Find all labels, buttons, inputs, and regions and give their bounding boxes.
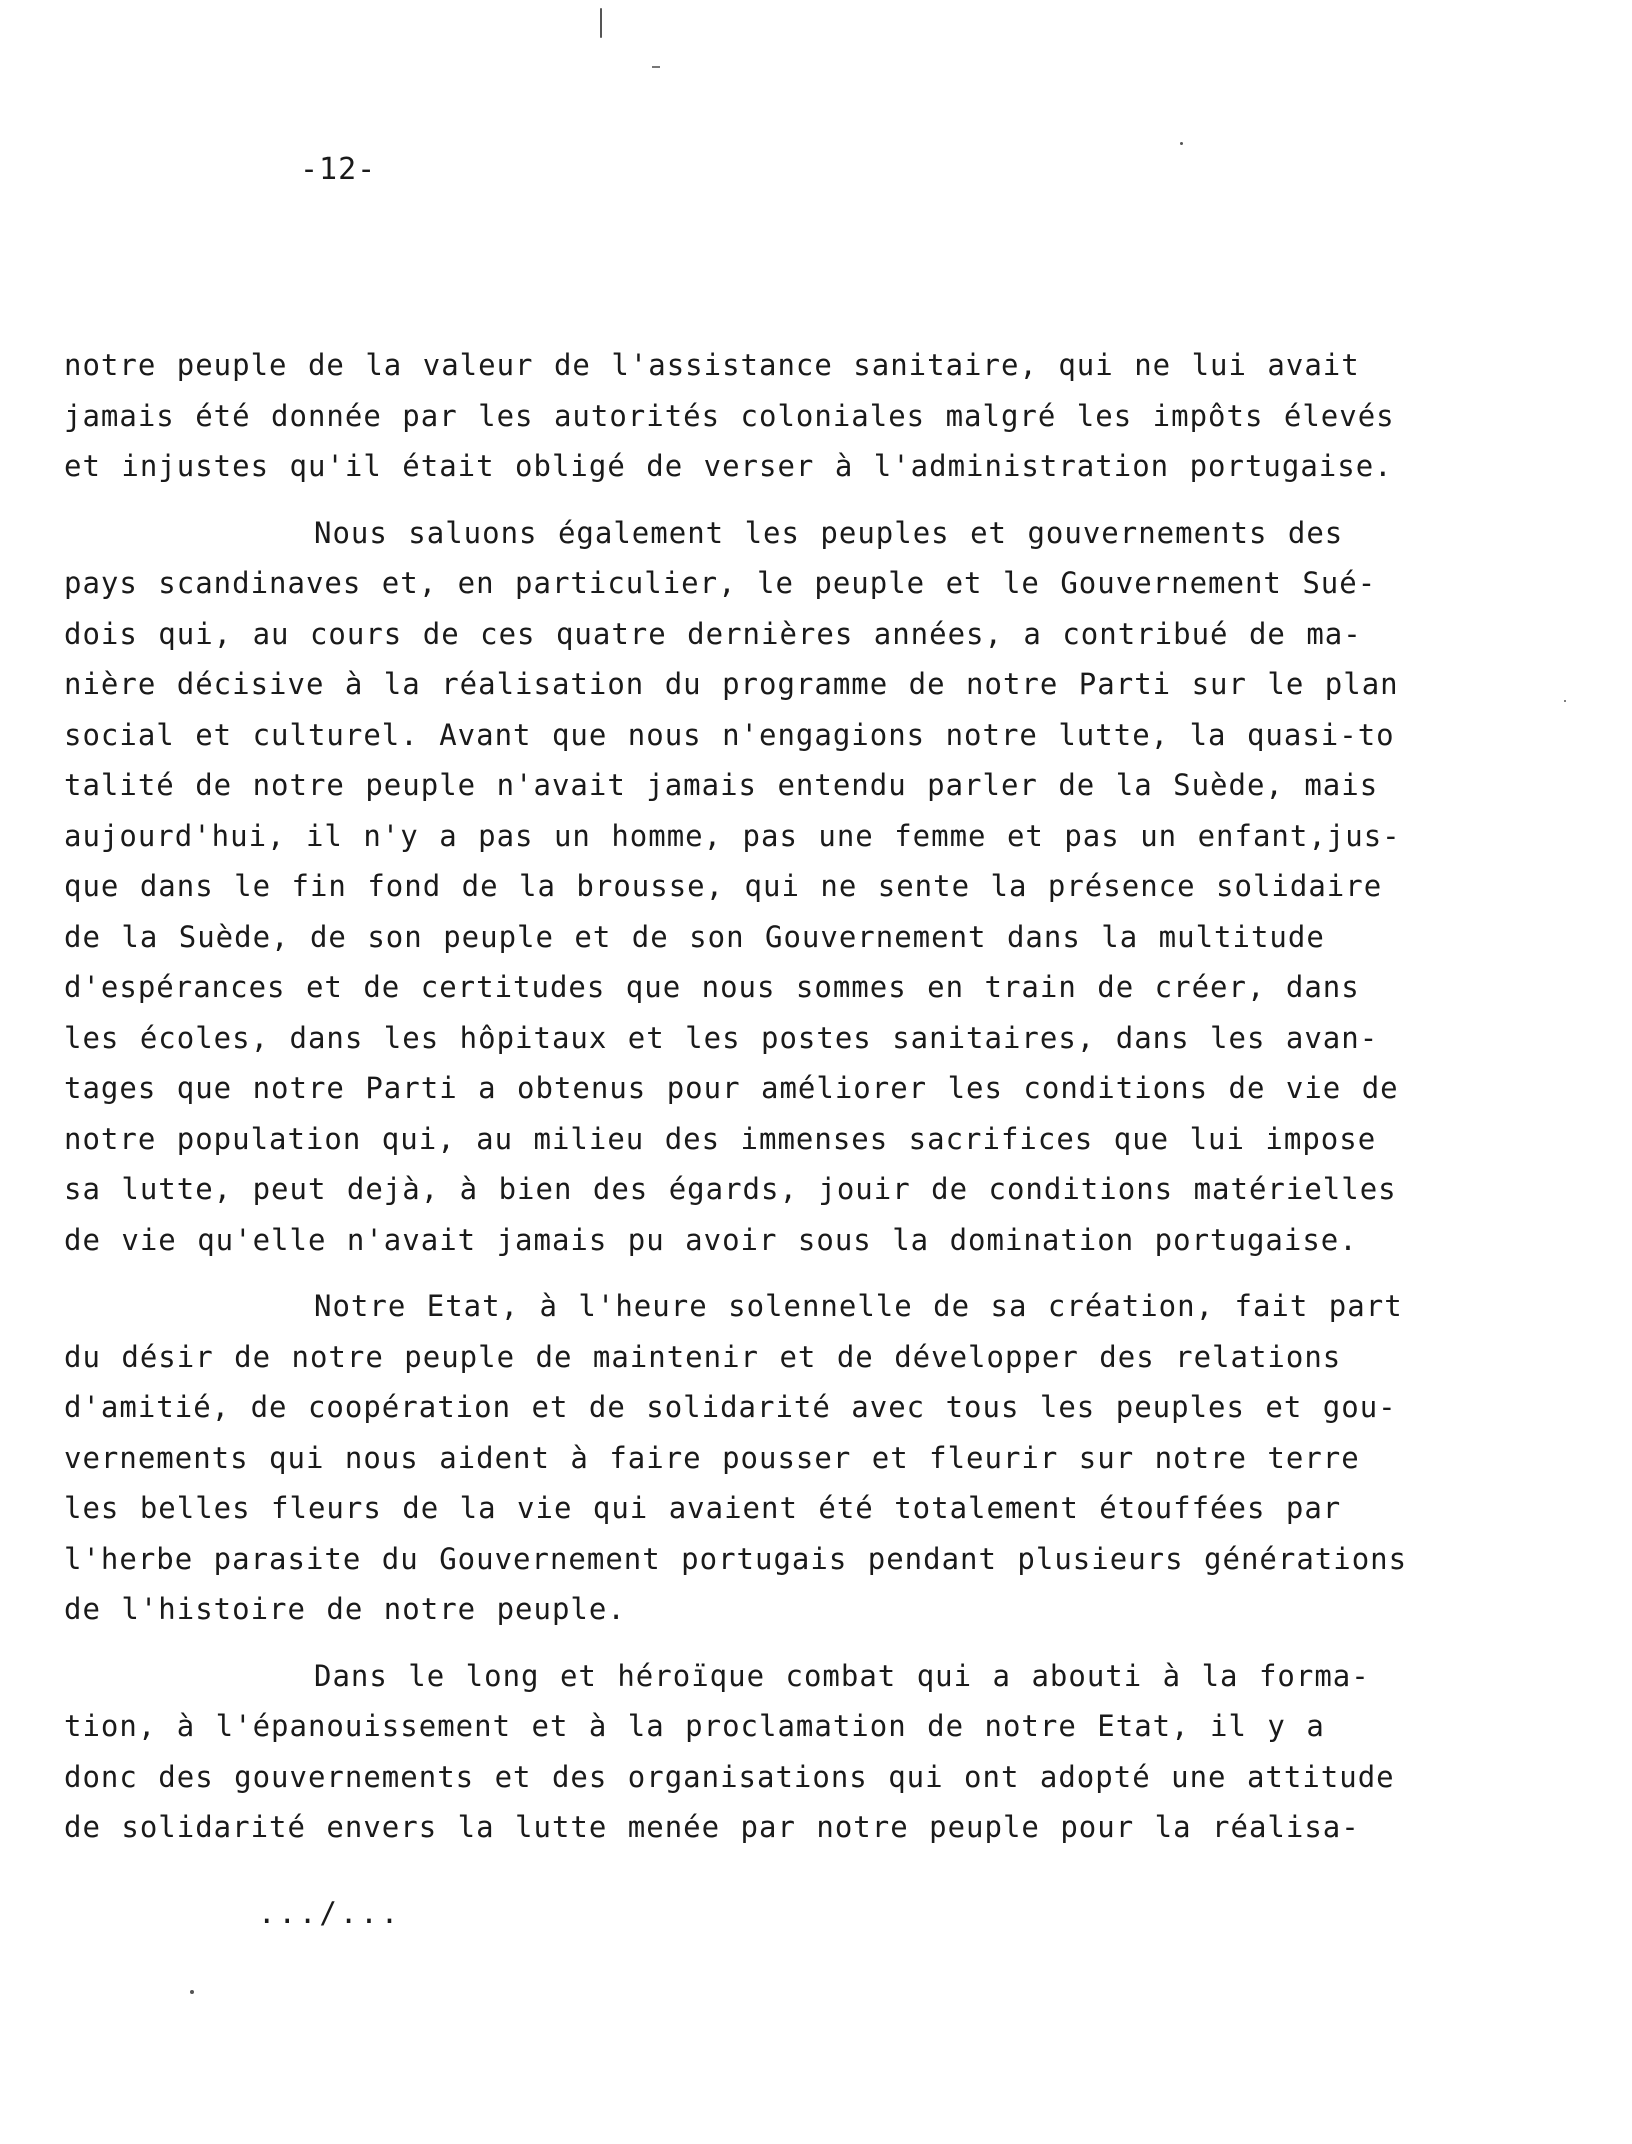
continuation-mark: .../... — [258, 1896, 402, 1930]
scan-speck — [600, 8, 602, 38]
text-line: d'espérances et de certitudes que nous sommes en train de créer, dans — [64, 970, 1360, 1004]
body-text — [64, 340, 1504, 1869]
text-line: tion, à l'épanouissement et à la proclamation de notre Etat, il y a — [64, 1709, 1325, 1743]
text-line: de l'histoire de notre peuple. — [64, 1592, 626, 1626]
text-line: de vie qu'elle n'avait jamais pu avoir sous la domination portugaise. — [64, 1222, 1358, 1257]
paragraph — [64, 1651, 1504, 1853]
text-line: social et culturel. Avant que nous n'engagions notre lutte, la quasi-to — [64, 717, 1395, 752]
scan-speck — [1564, 700, 1566, 702]
text-line: les belles fleurs de la vie qui avaient été totalement étouffées par — [64, 1491, 1342, 1525]
text-line: vernements qui nous aident à faire pousser et fleurir sur notre terre — [64, 1440, 1360, 1475]
text-line: notre peuple de la valeur de l'assistance sanitaire, qui ne lui avait — [64, 348, 1360, 382]
text-line: et injustes qu'il était obligé de verser à l'administration portugaise. — [64, 449, 1393, 483]
scan-speck — [1180, 142, 1183, 145]
paragraph — [64, 340, 1504, 492]
paragraph — [64, 1281, 1504, 1635]
text-line: donc des gouvernements et des organisations qui ont adopté une attitude — [64, 1759, 1395, 1794]
text-line: talité de notre peuple n'avait jamais entendu parler de la Suède, mais — [64, 768, 1379, 802]
page-number: -12- — [300, 152, 377, 187]
scan-speck — [652, 66, 660, 68]
text-line: Nous saluons également les peuples et gouvernements des — [314, 515, 1344, 550]
text-line: d'amitié, de coopération et de solidarité avec tous les peuples et gou- — [64, 1390, 1397, 1424]
text-line: notre population qui, au milieu des immenses sacrifices que lui impose — [64, 1121, 1377, 1156]
text-line: tages que notre Parti a obtenus pour améliorer les conditions de vie de — [64, 1071, 1399, 1105]
scan-speck — [190, 1990, 194, 1994]
text-line: nière décisive à la réalisation du programme de notre Parti sur le plan — [64, 667, 1399, 701]
text-line: sa lutte, peut dejà, à bien des égards, jouir de conditions matérielles — [64, 1172, 1397, 1206]
text-line: de solidarité envers la lutte menée par notre peuple pour la réalisa- — [64, 1810, 1360, 1844]
text-line: pays scandinaves et, en particulier, le peuple et le Gouvernement Sué- — [64, 566, 1377, 600]
text-line: les écoles, dans les hôpitaux et les postes sanitaires, dans les avan- — [64, 1020, 1379, 1055]
text-line: de la Suède, de son peuple et de son Gouvernement dans la multitude — [64, 919, 1325, 954]
text-line: l'herbe parasite du Gouvernement portugais pendant plusieurs générations — [64, 1541, 1408, 1576]
text-line: jamais été donnée par les autorités coloniales malgré les impôts élevés — [64, 398, 1395, 433]
text-line: que dans le fin fond de la brousse, qui ne sente la présence solidaire — [64, 869, 1383, 903]
text-line: Notre Etat, à l'heure solennelle de sa création, fait part — [314, 1289, 1403, 1323]
paragraph — [64, 508, 1504, 1266]
text-line: Dans le long et héroïque combat qui a abouti à la forma- — [314, 1658, 1370, 1693]
text-line: dois qui, au cours de ces quatre dernières années, a contribué de ma- — [64, 616, 1362, 651]
text-line: aujourd'hui, il n'y a pas un homme, pas une femme et pas un enfant,jus- — [64, 818, 1401, 853]
text-line: du désir de notre peuple de maintenir et de développer des relations — [64, 1339, 1342, 1374]
